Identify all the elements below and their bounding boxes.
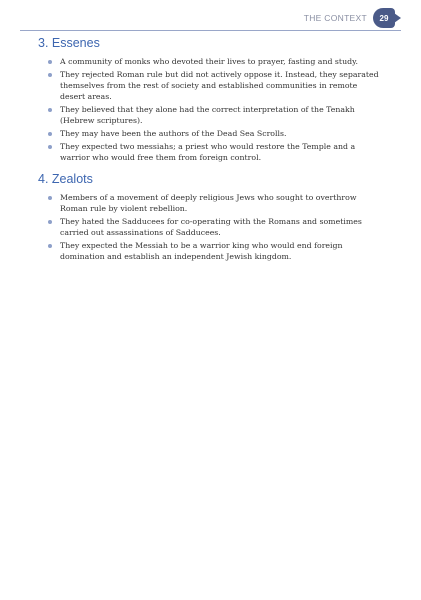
section-heading: 3. Essenes	[38, 36, 100, 50]
bullet-icon	[48, 108, 52, 112]
bullet-icon	[48, 196, 52, 200]
bullet-icon	[48, 73, 52, 77]
bullet-text: Members of a movement of deeply religious Jews who sought to overthrow Roman rule by violent rebellion.	[60, 193, 357, 213]
bullet-item	[38, 56, 383, 67]
bullet-item	[38, 128, 383, 139]
bullet-text: They believed that they alone had the correct interpretation of the Tenakh (Hebrew scriptures).	[60, 105, 355, 125]
running-header-title: THE CONTEXT	[303, 13, 367, 23]
header-divider	[20, 30, 401, 31]
section-heading: 4. Zealots	[38, 172, 93, 186]
bullet-icon	[48, 145, 52, 149]
page-content	[38, 36, 383, 264]
bullet-icon	[48, 244, 52, 248]
bullet-item	[38, 141, 383, 163]
running-header	[304, 8, 395, 28]
bullet-item	[38, 240, 383, 262]
bullet-text: A community of monks who devoted their lives to prayer, fasting and study.	[60, 57, 358, 66]
bullet-icon	[48, 132, 52, 136]
bullet-item	[38, 69, 383, 102]
section-essenes	[38, 36, 383, 163]
bullet-text: They rejected Roman rule but did not actively oppose it. Instead, they separated themselves from the rest of society and established communities in remote desert areas.	[60, 70, 379, 101]
bullet-item	[38, 104, 383, 126]
bullet-icon	[48, 220, 52, 224]
bullet-text: They expected two messiahs; a priest who would restore the Temple and a warrior who would free them from foreign control.	[60, 142, 356, 162]
bullet-text: They expected the Messiah to be a warrior king who would end foreign domination and establish an independent Jewish kingdom.	[60, 241, 343, 261]
bullet-text: They hated the Sadducees for co-operating with the Romans and sometimes carried out assassinations of Sadducees.	[60, 217, 362, 237]
bullet-list	[38, 192, 383, 262]
bullet-item	[38, 192, 383, 214]
section-zealots	[38, 172, 383, 262]
bullet-icon	[48, 60, 52, 64]
bullet-list	[38, 56, 383, 163]
page-number: 29	[379, 13, 389, 23]
bullet-item	[38, 216, 383, 238]
bullet-text: They may have been the authors of the Dead Sea Scrolls.	[60, 129, 287, 138]
page-number-badge	[373, 8, 395, 28]
